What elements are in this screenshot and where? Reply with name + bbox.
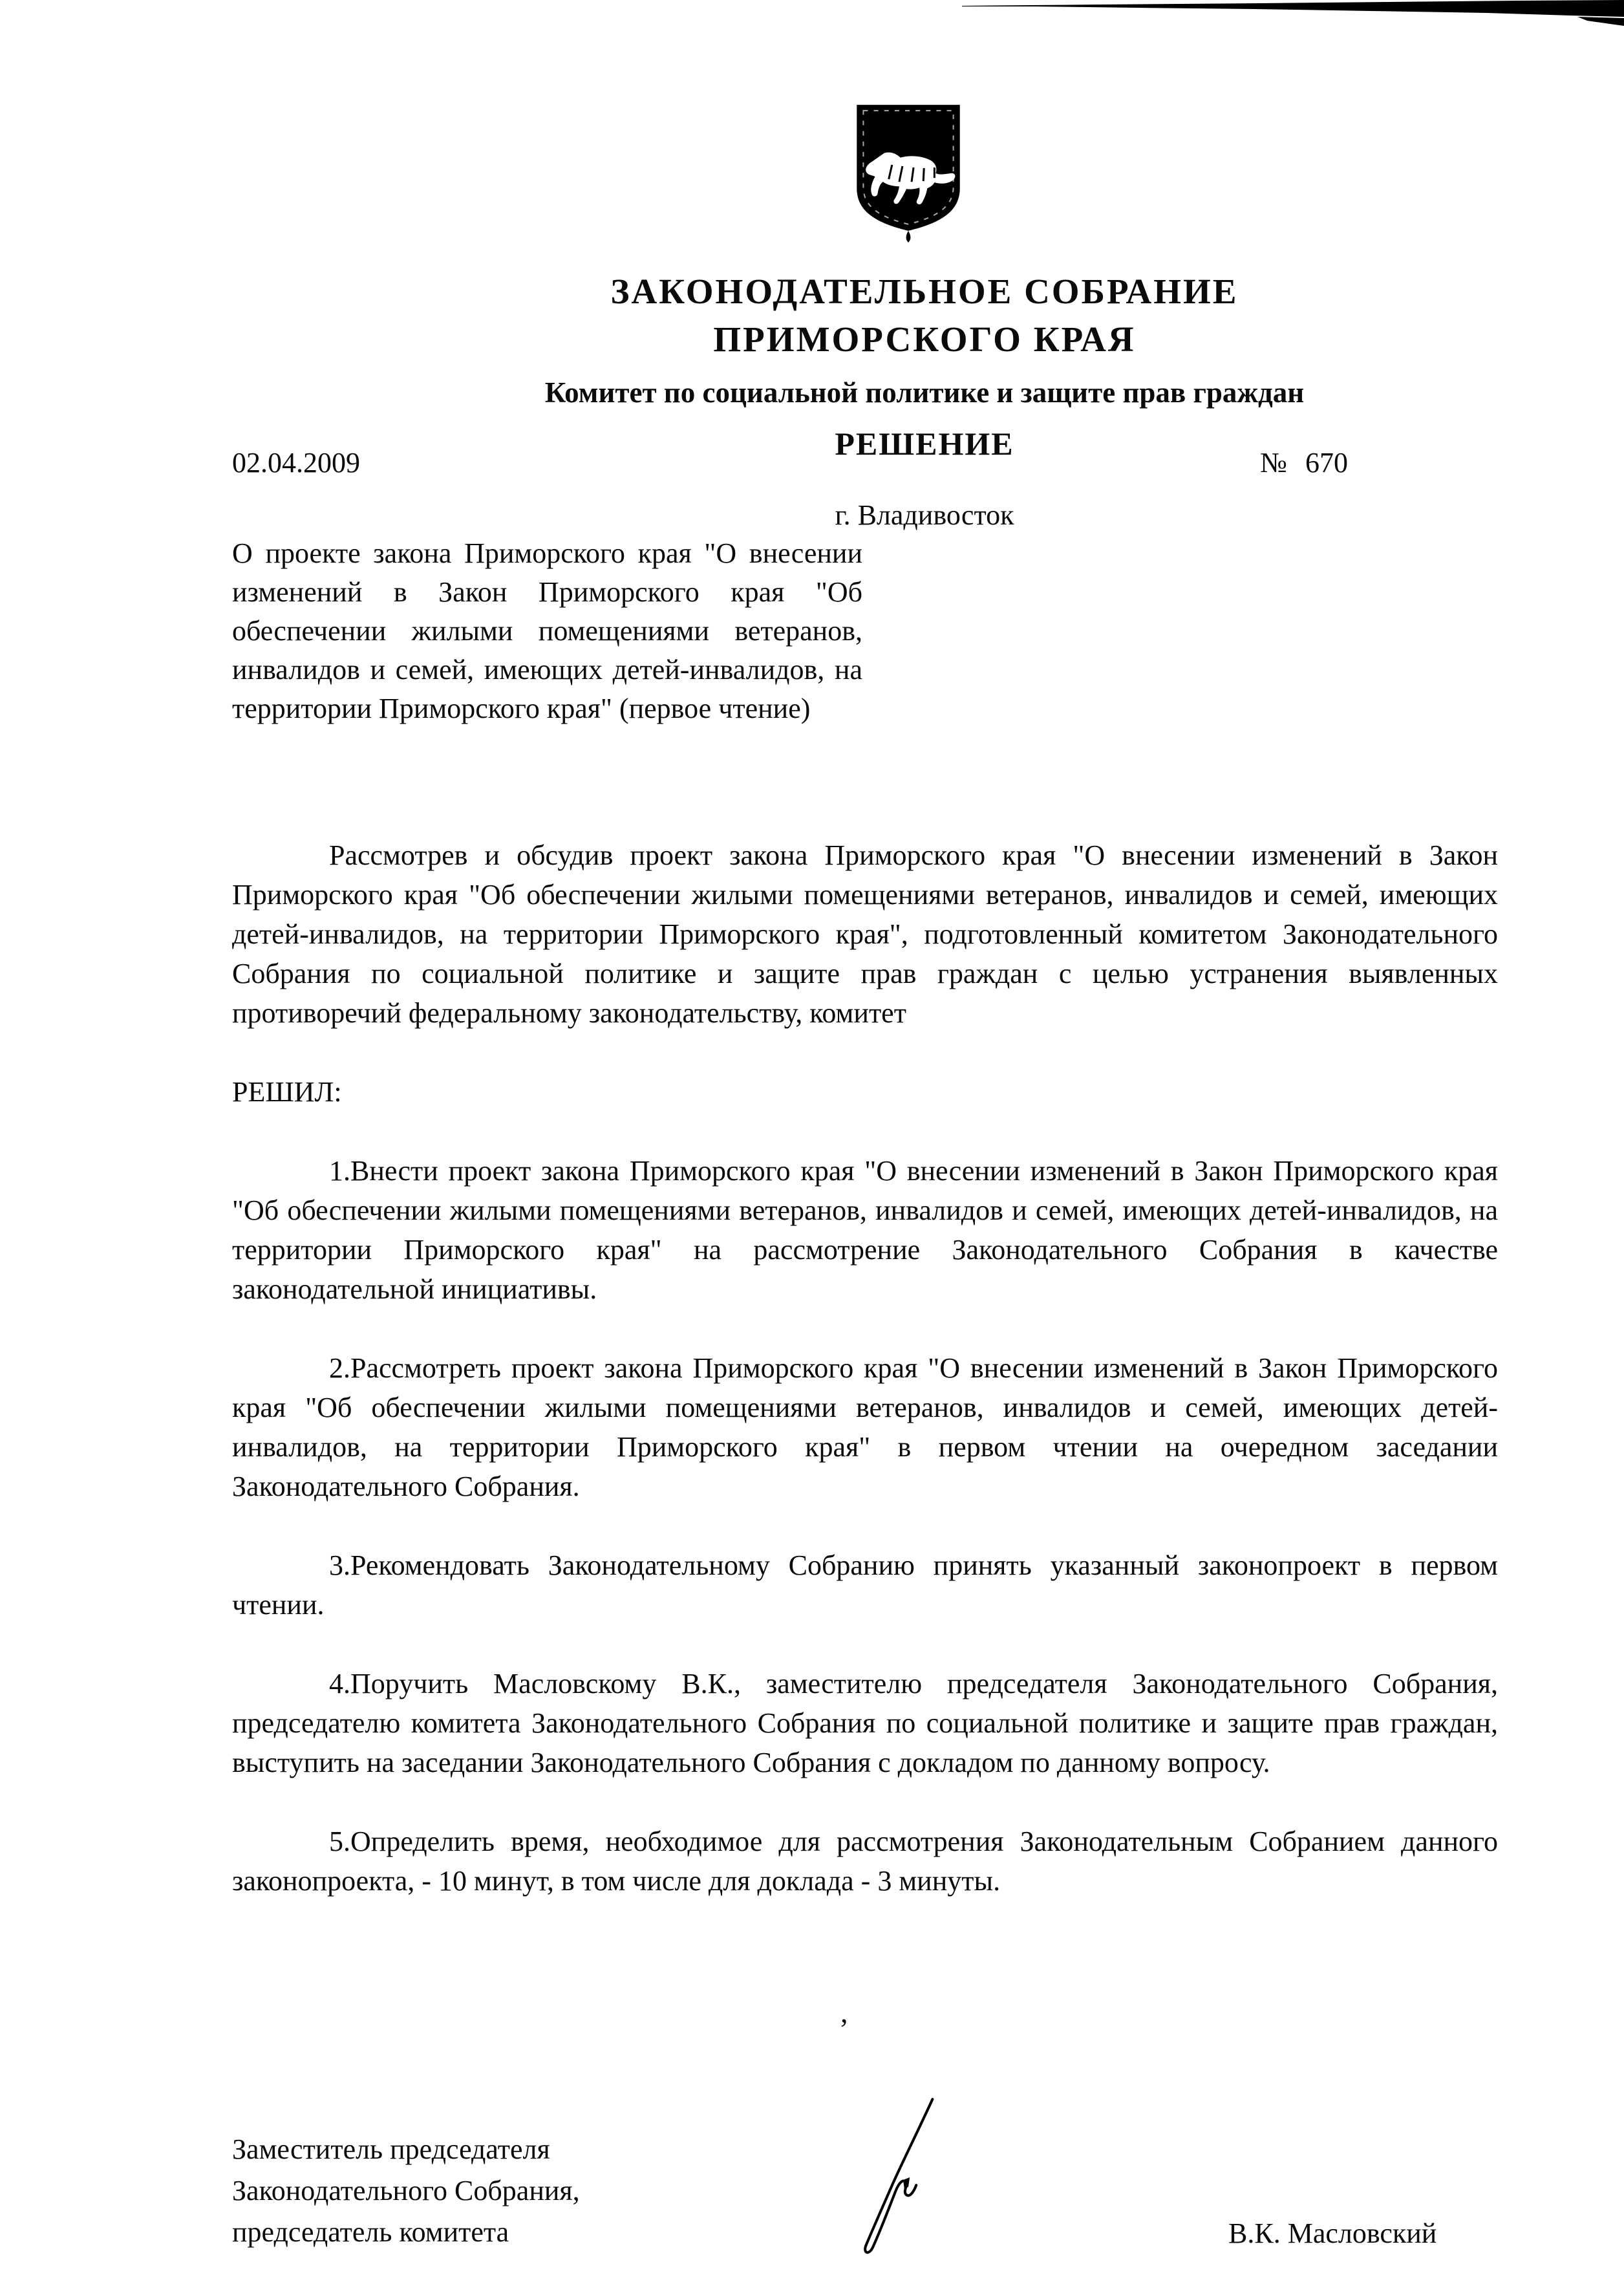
document-number	[1260, 446, 1348, 480]
signatory-position-line3: председатель комитета	[232, 2216, 509, 2248]
number-value: 670	[1305, 447, 1348, 479]
subject-block: О проекте закона Приморского края "О внесении изменений в Закон Приморского края "Об обеспечении жилыми помещениями ветеранов, инвалидов и семей, имеющих детей-инвалидов, на территории Приморского края" (первое чтение)	[232, 537, 862, 724]
signatory-position	[232, 2129, 814, 2253]
resolved-label: РЕШИЛ:	[232, 1076, 342, 1108]
number-sign: №	[1260, 447, 1287, 479]
city-line: г. Владивосток	[835, 499, 1014, 531]
resolution-item-3: 3.Рекомендовать Законодательному Собранию принять указанный законопроект в первом чтении.	[232, 1549, 1498, 1621]
document-date: 02.04.2009	[232, 447, 360, 479]
coat-of-arms-icon	[849, 100, 968, 243]
stray-ink-mark: ,	[840, 1996, 848, 2029]
document-body	[232, 836, 1498, 1940]
signatory-position-line2: Законодательного Собрания,	[232, 2175, 580, 2206]
organization-name-line1: ЗАКОНОДАТЕЛЬНОЕ СОБРАНИЕ	[610, 272, 1239, 311]
signatory-name: В.К. Масловский	[1228, 2217, 1437, 2249]
resolution-item-4: 4.Поручить Масловскому В.К., заместителю председателя Законодательного Собрания, председателю комитета Законодательного Собрания по социальной политике и защите прав граждан, выступить на заседании Законодательного Собрания с докладом по данному вопросу.	[232, 1668, 1498, 1778]
committee-name: Комитет по социальной политике и защите прав граждан	[544, 376, 1305, 409]
scanner-streak-artifact	[0, 0, 1624, 39]
resolution-item-5: 5.Определить время, необходимое для рассмотрения Законодательным Собранием данного законопроекта, - 10 минут, в том числе для доклада - 3 минуты.	[232, 1826, 1498, 1897]
date-number-row	[232, 446, 1348, 480]
document-type-title: РЕШЕНИЕ	[835, 426, 1014, 462]
handwritten-signature	[829, 2090, 967, 2259]
document-header	[278, 268, 1571, 462]
organization-name-line2: ПРИМОРСКОГО КРАЯ	[713, 319, 1136, 359]
signatory-position-line1: Заместитель председателя	[232, 2133, 550, 2165]
preamble-paragraph: Рассмотрев и обсудив проект закона Приморского края "О внесении изменений в Закон Приморского края "Об обеспечении жилыми помещениями ветеранов, инвалидов и семей, имеющих детей-инвалидов, на территории Приморского края", подготовленный комитетом Законодательного Собрания по социальной политике и защите прав граждан с целью устранения выявленных противоречий федеральному законодательству, комитет	[232, 839, 1498, 1029]
resolution-item-2: 2.Рассмотреть проект закона Приморского края "О внесении изменений в Закон Приморского края "Об обеспечении жилыми помещениями ветеранов, инвалидов и семей, имеющих детей-инвалидов, на территории Приморского края" в первом чтении на очередном заседании Законодательного Собрания.	[232, 1352, 1498, 1502]
resolution-item-1: 1.Внести проект закона Приморского края "О внесении изменений в Закон Приморского края "Об обеспечении жилыми помещениями ветеранов, инвалидов и семей, имеющих детей-инвалидов, на территории Приморского края" на рассмотрение Законодательного Собрания в качестве законодательной инициативы.	[232, 1155, 1498, 1305]
